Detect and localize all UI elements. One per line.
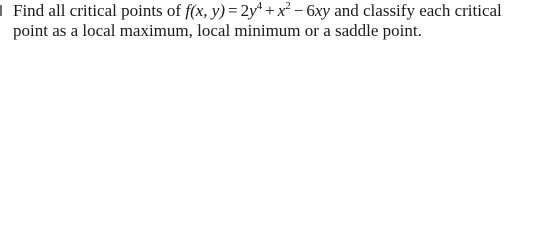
- problem-line-1: [13, 1, 502, 23]
- function-equation: [185, 1, 330, 20]
- problem-line-2: point as a local maximum, local minimum or a saddle point.: [13, 21, 422, 40]
- problem-lead-text: Find all critical points of: [13, 1, 182, 20]
- list-bullet-marker: [0, 5, 2, 16]
- term3-variables: xy: [314, 1, 330, 20]
- term1-exponent: 4: [256, 0, 263, 12]
- term2-exponent: 2: [285, 0, 291, 12]
- term2-variable: x: [277, 1, 286, 20]
- plus-sign: +: [265, 1, 275, 20]
- term1-variable: y: [249, 1, 257, 20]
- function-name: f: [185, 1, 191, 20]
- problem-statement: [0, 0, 548, 52]
- equals-sign: =: [228, 1, 238, 20]
- minus-sign: −: [293, 1, 304, 20]
- function-arguments: (x, y): [190, 1, 225, 20]
- problem-tail-text: and classify each critical: [334, 1, 502, 20]
- term1-coefficient: 2: [240, 1, 250, 20]
- term3-coefficient: 6: [306, 1, 315, 20]
